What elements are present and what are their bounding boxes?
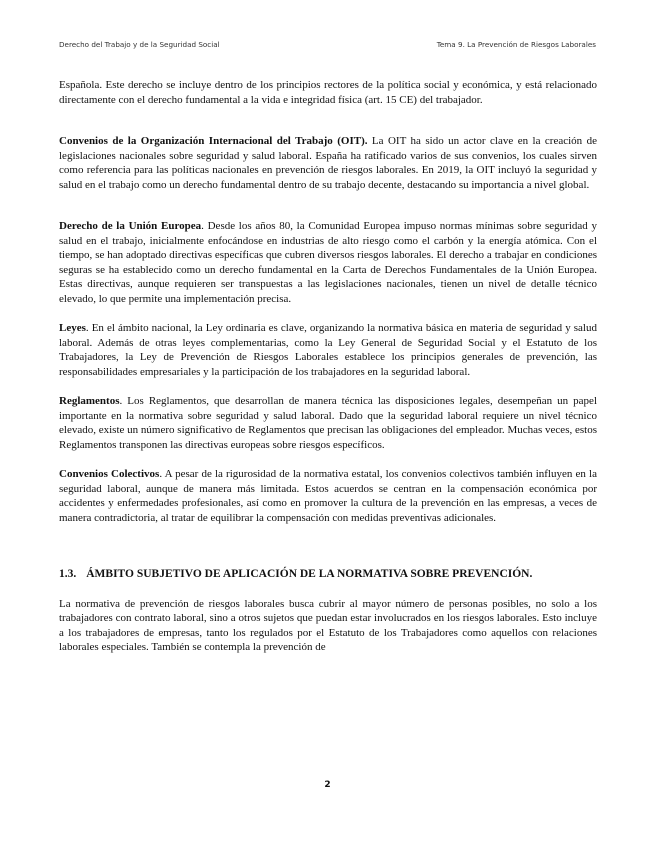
leyes-text: . En el ámbito nacional, la Ley ordinaria es clave, organizando la normativa básica en materia de seguridad y salud laboral. Además de otras leyes complementarias, como la Ley General de Seguridad Social y el Estatuto de los Trabajadores, la Ley de Prevención de Riesgos Laborales establece los principios generales de prevención, las responsabilidades empresariales y la participación de los trabajadores en la seguridad laboral.	[59, 322, 597, 378]
header-right-title: Tema 9. La Prevención de Riesgos Laborales	[436, 40, 596, 49]
convenios-title: Convenios Colectivos	[59, 468, 160, 480]
intro-paragraph: Española. Este derecho se incluye dentro de los principios rectores de la política social y económica, y está relacionado directamente con el derecho fundamental a la vida e integridad física (art. 15 CE) del trabajador.	[59, 79, 597, 106]
reglamentos-text: . Los Reglamentos, que desarrollan de manera técnica las disposiciones legales, desempeñan un papel importante en la normativa sobre seguridad y salud laboral. Dado que la seguridad laboral requiere un nivel técnico elevado, existe un número significativo de Reglamentos que precisan las obligaciones del empleador. Muchas veces, estos Reglamentos transponen las directivas europeas sobre riesgos específicos.	[59, 395, 597, 451]
page-header	[59, 40, 596, 54]
ue-paragraph	[59, 219, 597, 306]
header-left-title: Derecho del Trabajo y de la Seguridad Social	[59, 40, 220, 49]
oit-paragraph	[59, 134, 597, 192]
ue-text: . Desde los años 80, la Comunidad Europea impuso normas mínimas sobre seguridad y salud en el trabajo, inicialmente enfocándose en industrias de alto riesgo como el carbón y la energía atómica. Con el tiempo, se han adoptado directivas específicas que cubren diversos riesgos laborales. El derecho a trabajar en condiciones seguras se ha establecido como un derecho fundamental en la Carta de Derechos Fundamentales de la Unión Europea. Estas directivas, aunque requieren ser transpuestas a las legislaciones nacionales, tienen un nivel de detalle técnico elevado, lo que permite una implementación precisa.	[59, 220, 597, 305]
convenios-text: . A pesar de la rigurosidad de la normativa estatal, los convenios colectivos también influyen en la seguridad laboral, aunque de manera más limitada. Estos acuerdos se centran en la compensación económica por accidentes y enfermedades profesionales, así como en promover la cultura de la prevención en las empresas, a veces de manera contradictoria, al tratar de equilibrar la compensación con medidas preventivas adicionales.	[59, 468, 597, 524]
section-title: ÁMBITO SUBJETIVO DE APLICACIÓN DE LA NORMATIVA SOBRE PREVENCIÓN.	[86, 568, 533, 580]
ue-title: Derecho de la Unión Europea	[59, 220, 202, 232]
section-paragraph: La normativa de prevención de riesgos laborales busca cubrir al mayor número de personas posibles, no solo a los trabajadores con contrato laboral, sino a otros sujetos que puedan estar involucrados en los riesgos laborales. Esto incluye a los trabajadores de empresas, tanto los regulados por el Estatuto de los Trabajadores como aquellos con relaciones laborales especiales. También se contempla la prevención de	[59, 597, 597, 653]
leyes-paragraph	[59, 321, 597, 379]
oit-title: Convenios de la Organización Internacional del Trabajo (OIT).	[59, 135, 368, 147]
section-heading	[59, 567, 597, 582]
reglamentos-paragraph	[59, 394, 597, 452]
leyes-title: Leyes	[59, 322, 86, 334]
reglamentos-title: Reglamentos	[59, 395, 120, 407]
convenios-paragraph	[59, 467, 597, 525]
page-number: 2	[324, 780, 331, 790]
document-body	[59, 78, 597, 655]
section-number: 1.3.	[59, 568, 77, 580]
oit-text: La OIT ha sido un actor clave en la creación de legislaciones nacionales sobre seguridad y salud laboral. España ha ratificado varios de sus convenios, los cuales sirven como referencia para las políticas nacionales en prevención de riesgos laborales. En 2019, la OIT incluyó la seguridad y salud en el trabajo como un derecho fundamental dentro de su trabajo decente, destacando su importancia a nivel global.	[59, 135, 597, 191]
